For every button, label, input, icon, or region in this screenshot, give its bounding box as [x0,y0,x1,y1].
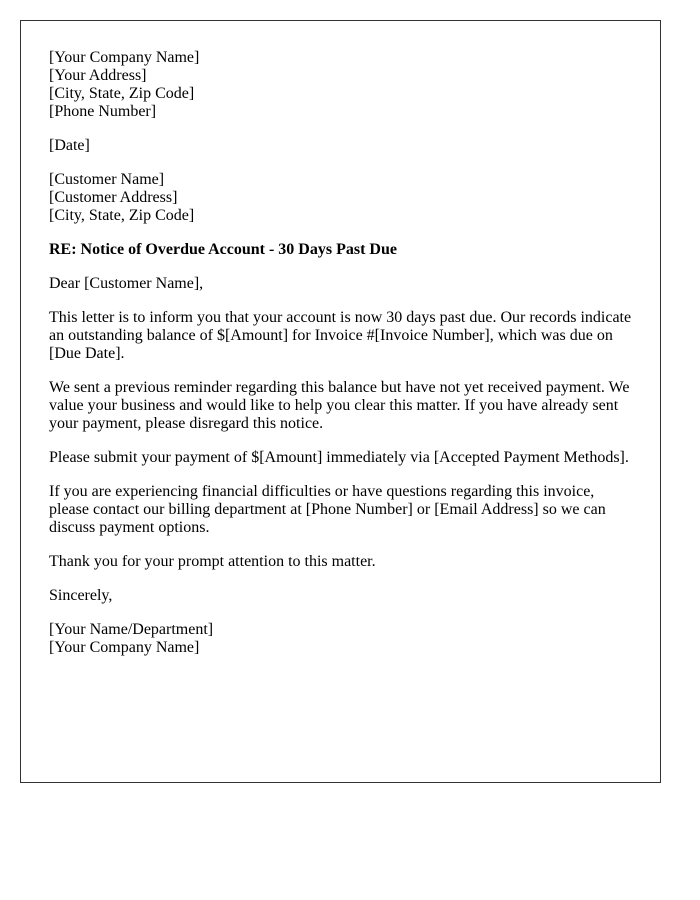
signature-name: [Your Name/Department] [49,621,214,638]
closing: Sincerely, [49,587,113,604]
body-paragraph: We sent a previous reminder regarding this balance but have not yet received payment. We value your business and would like to help you clear this matter. If you have already sent your payment, please disregard this notice. [49,379,630,432]
sender-address: [Your Address] [49,67,147,84]
salutation: Dear [Customer Name], [49,275,204,292]
sender-phone: [Phone Number] [49,103,157,120]
recipient-city: [City, State, Zip Code] [49,207,195,224]
sender-city: [City, State, Zip Code] [49,85,195,102]
recipient-name: [Customer Name] [49,171,165,188]
signature-block [49,621,632,657]
body-paragraph: This letter is to inform you that your account is now 30 days past due. Our records indicate an outstanding balance of $[Amount] for Invoice #[Invoice Number], which was due on [Due Date]. [49,309,632,362]
body-paragraph: Please submit your payment of $[Amount] immediately via [Accepted Payment Methods]. [49,449,629,466]
sender-company: [Your Company Name] [49,49,200,66]
body-paragraph: If you are experiencing financial difficulties or have questions regarding this invoice, please contact our billing department at [Phone Number] or [Email Address] so we can discuss payment options. [49,483,606,536]
body-paragraph: Thank you for your prompt attention to this matter. [49,553,376,570]
recipient-address: [Customer Address] [49,189,178,206]
sender-block [49,49,632,121]
letter-date: [Date] [49,137,90,154]
signature-company: [Your Company Name] [49,639,200,656]
recipient-block [49,171,632,225]
letter [20,20,661,783]
subject-line: RE: Notice of Overdue Account - 30 Days Past Due [49,241,397,258]
